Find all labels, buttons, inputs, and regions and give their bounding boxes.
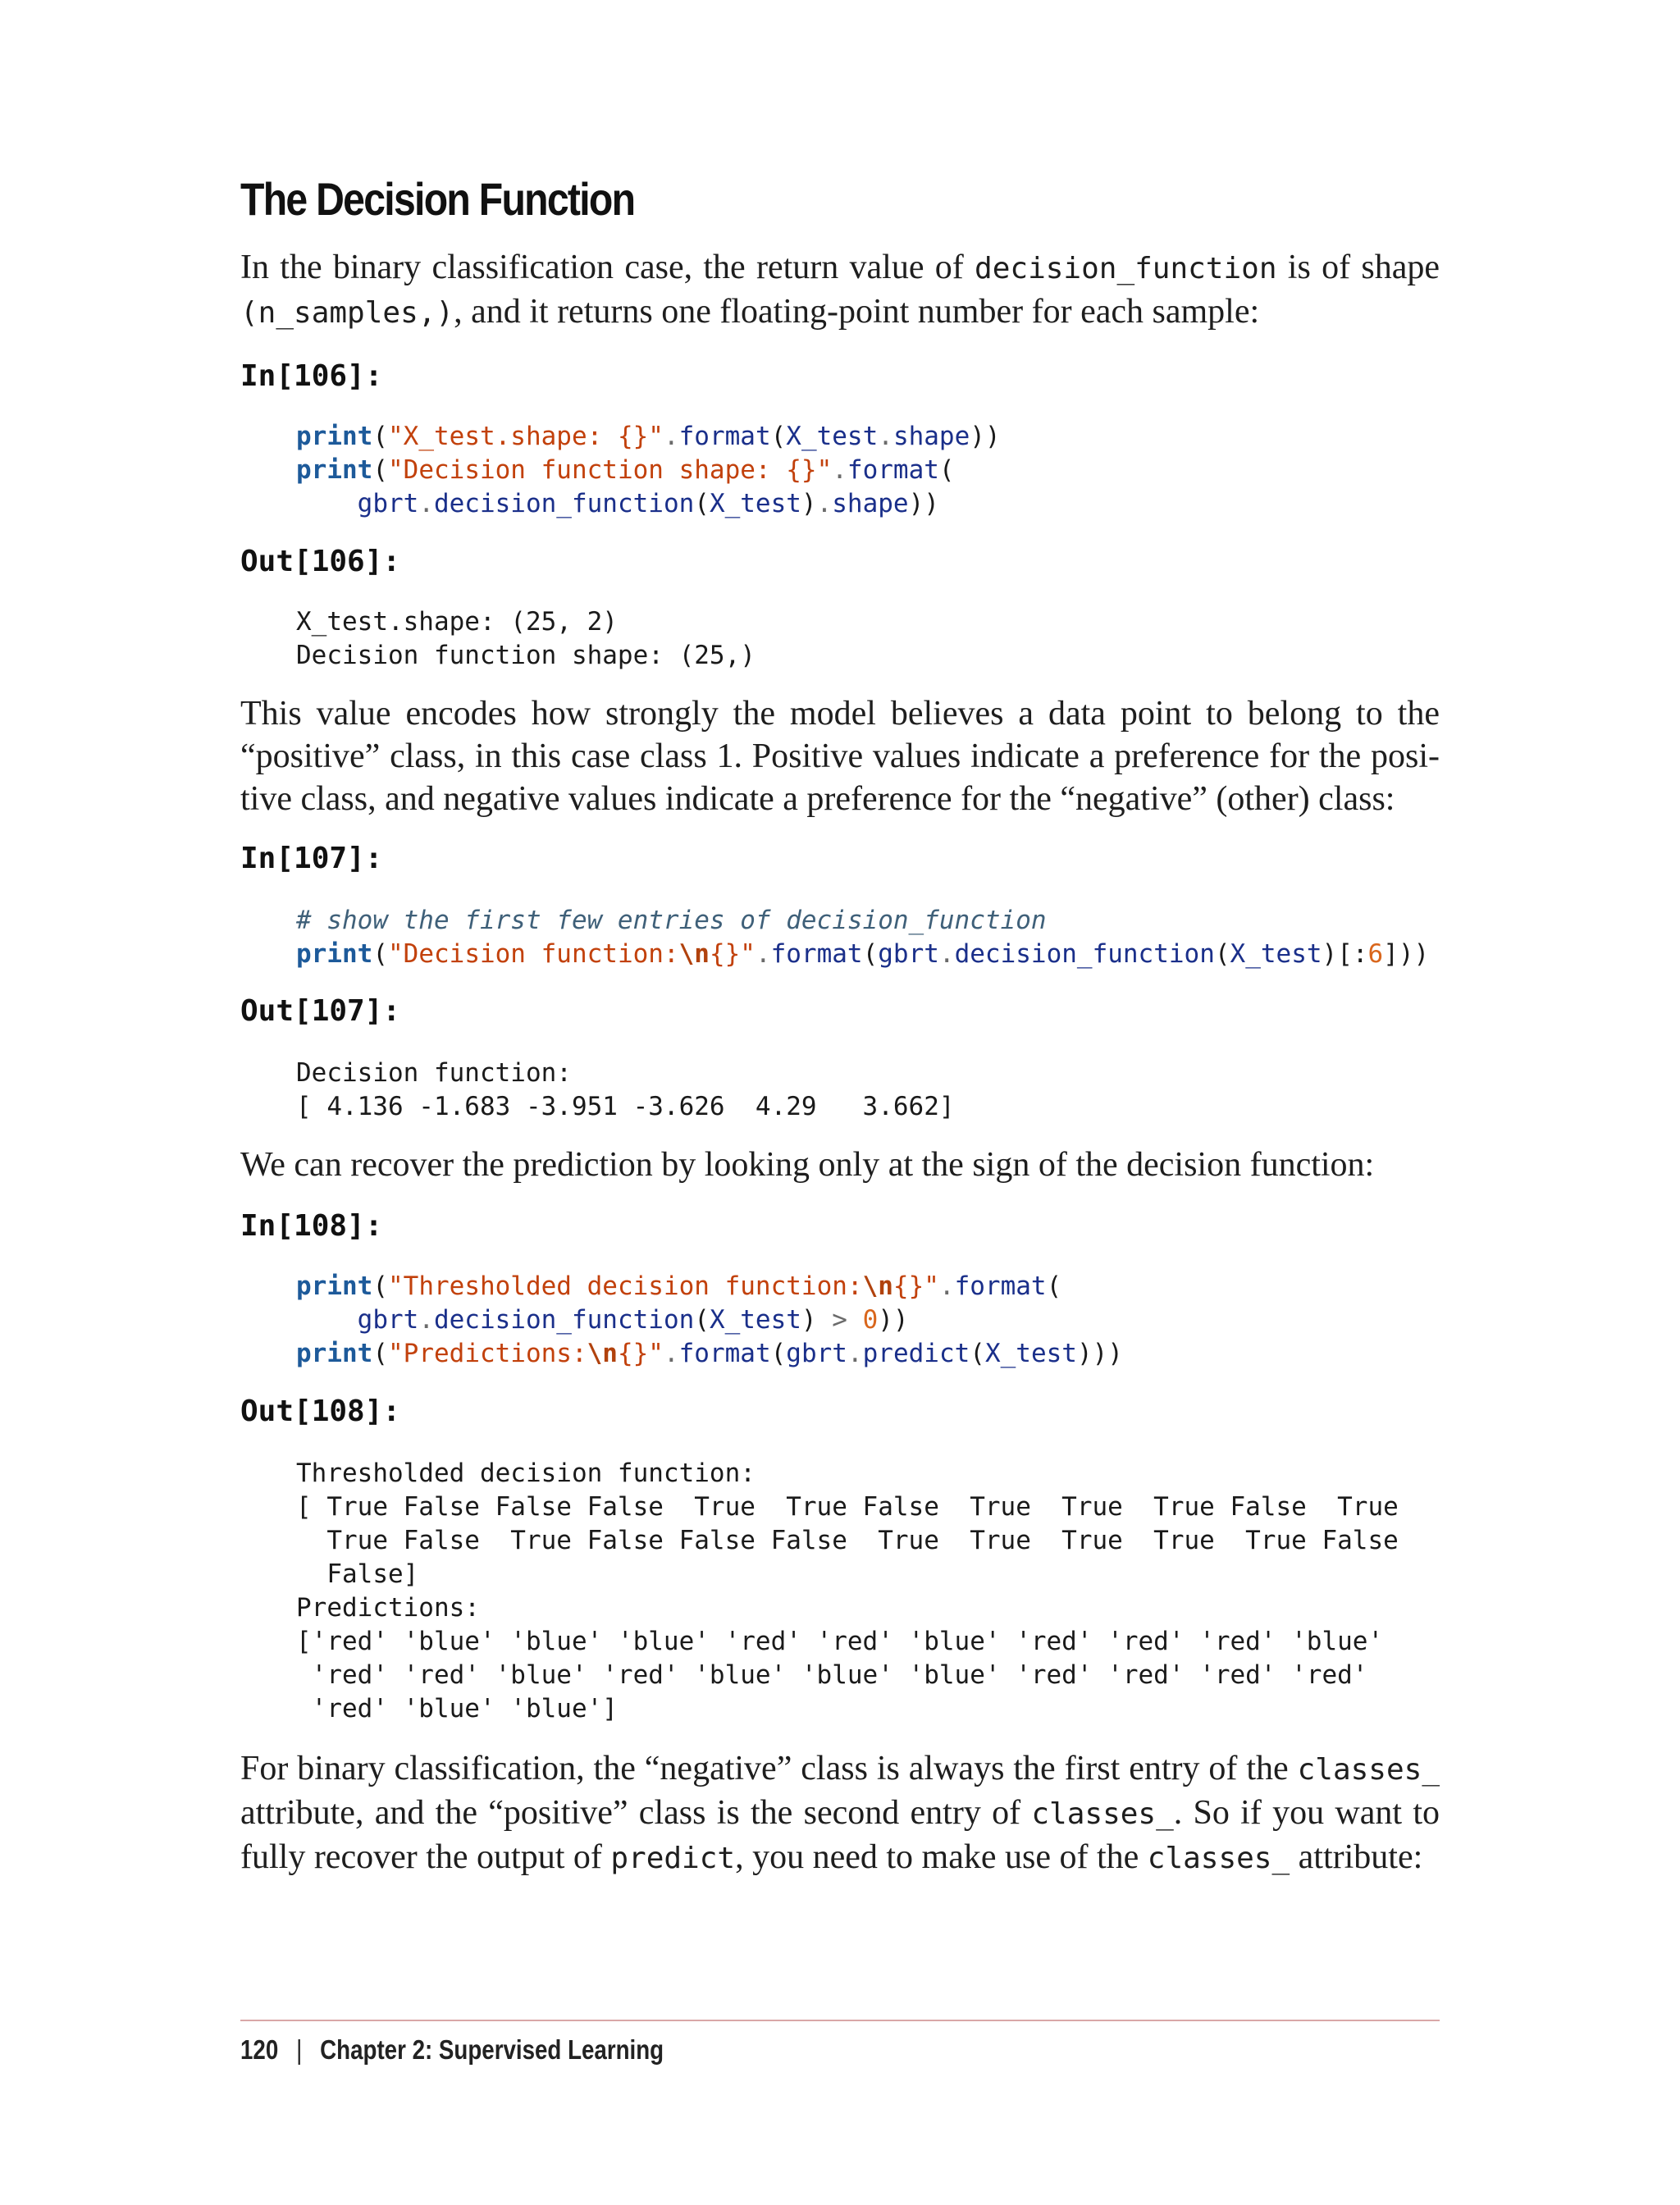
text-run: fully recover the output of bbox=[240, 1838, 611, 1876]
output-block-out108 bbox=[296, 1457, 1399, 1726]
output-prompt: Out[107]: bbox=[240, 994, 401, 1028]
code-token: print bbox=[296, 455, 373, 485]
code-token: . bbox=[816, 489, 833, 518]
inline-code: classes_ bbox=[1031, 1797, 1174, 1831]
paragraph-line: tive class, and negative values indicate a preference for the “negative” (other) class: bbox=[240, 780, 1395, 818]
text-run: For binary classification, the “negative” class is always the first entry of the bbox=[240, 1750, 1298, 1787]
output-line: X_test.shape: (25, 2) bbox=[296, 607, 618, 637]
footer-divider bbox=[240, 2020, 1440, 2021]
code-token: decision_function bbox=[433, 489, 695, 518]
code-token: . bbox=[878, 422, 893, 451]
text-run: , and it returns one floating-point number for each sample: bbox=[454, 293, 1260, 331]
code-token: )[: bbox=[1322, 939, 1368, 969]
code-token: ( bbox=[770, 422, 787, 451]
input-prompt: In[108]: bbox=[240, 1209, 383, 1243]
input-prompt: In[107]: bbox=[240, 842, 383, 875]
code-token: \n bbox=[862, 1271, 893, 1301]
code-token: print bbox=[296, 1271, 373, 1301]
page-footer bbox=[240, 2034, 664, 2066]
code-token: \n bbox=[587, 1339, 618, 1368]
code-line bbox=[296, 1303, 1123, 1337]
section-title: The Decision Function bbox=[240, 173, 635, 225]
text-run: attribute: bbox=[1290, 1838, 1423, 1876]
code-token bbox=[296, 489, 358, 518]
output-line: ['red' 'blue' 'blue' 'blue' 'red' 'red' 'blue' 'red' 'red' 'red' 'blue' bbox=[296, 1627, 1384, 1656]
code-token: . bbox=[938, 939, 955, 969]
code-token: ))) bbox=[1076, 1339, 1123, 1368]
footer-separator: | bbox=[296, 2034, 303, 2065]
code-line bbox=[296, 904, 1429, 938]
code-token: X_test bbox=[984, 1339, 1077, 1368]
code-token: . bbox=[832, 455, 847, 485]
code-token: "Decision function: bbox=[388, 939, 679, 969]
code-token: . bbox=[418, 1305, 434, 1335]
code-token: )) bbox=[908, 489, 939, 518]
output-line: True False True False False False True True True True True False bbox=[296, 1526, 1399, 1555]
code-token: ) bbox=[801, 1305, 833, 1335]
code-token: 6 bbox=[1367, 939, 1384, 969]
code-token: . bbox=[847, 1339, 863, 1368]
code-token: X_test bbox=[709, 1305, 801, 1335]
code-token: ( bbox=[938, 455, 955, 485]
paragraph-line: This value encodes how strongly the model believes a data point to belong to the bbox=[240, 695, 1440, 733]
code-token: . bbox=[418, 489, 434, 518]
code-token: {}" bbox=[892, 1271, 939, 1301]
code-token: ) bbox=[801, 489, 817, 518]
paragraph-line bbox=[240, 246, 1440, 290]
code-token: "Decision function shape: {}" bbox=[388, 455, 833, 485]
code-token bbox=[296, 1305, 358, 1335]
paragraph-line: We can recover the prediction by looking only at the sign of the decision function: bbox=[240, 1146, 1375, 1184]
text-run: , you need to make use of the bbox=[735, 1838, 1148, 1876]
page-number: 120 bbox=[240, 2034, 279, 2065]
code-block-in107 bbox=[296, 904, 1429, 971]
inline-code: classes_ bbox=[1297, 1753, 1440, 1787]
explanation-paragraph bbox=[240, 692, 1440, 820]
output-line: Decision function shape: (25,) bbox=[296, 641, 756, 670]
text-run: is of shape bbox=[1276, 249, 1440, 286]
code-token: "X_test.shape: {}" bbox=[388, 422, 664, 451]
code-line bbox=[296, 420, 1001, 454]
inline-code: decision_function bbox=[975, 252, 1277, 285]
output-block-out106 bbox=[296, 605, 756, 673]
code-block-in106 bbox=[296, 420, 1001, 521]
code-token: {}" bbox=[617, 1339, 664, 1368]
code-token: > bbox=[832, 1305, 847, 1335]
code-token: "Predictions: bbox=[388, 1339, 587, 1368]
code-token: . bbox=[663, 1339, 679, 1368]
text-run: attribute, and the “positive” class is the second entry of bbox=[240, 1794, 1032, 1832]
code-token: ( bbox=[1214, 939, 1230, 969]
code-token: )) bbox=[878, 1305, 909, 1335]
code-token: 0 bbox=[862, 1305, 879, 1335]
code-token: format bbox=[770, 939, 863, 969]
code-token: "Thresholded decision function: bbox=[388, 1271, 863, 1301]
text-run: In the binary classification case, the return value of bbox=[240, 249, 975, 286]
code-token: ( bbox=[372, 1339, 388, 1368]
code-token bbox=[847, 1305, 863, 1335]
code-token: ( bbox=[372, 1271, 388, 1301]
code-token: ( bbox=[694, 1305, 710, 1335]
code-token: format bbox=[847, 455, 939, 485]
inline-code: (n_samples,) bbox=[240, 296, 454, 330]
code-token: decision_function bbox=[433, 1305, 695, 1335]
output-prompt: Out[108]: bbox=[240, 1395, 401, 1428]
code-token: gbrt bbox=[878, 939, 939, 969]
text-run: . So if you want to bbox=[1173, 1794, 1440, 1832]
inline-code: predict bbox=[610, 1842, 736, 1875]
paragraph-line bbox=[240, 1747, 1440, 1792]
code-token: ( bbox=[694, 489, 710, 518]
code-token: ( bbox=[372, 939, 388, 969]
code-token: )) bbox=[970, 422, 1001, 451]
paragraph-line bbox=[240, 1792, 1440, 1836]
output-block-out107 bbox=[296, 1057, 955, 1124]
code-token: . bbox=[938, 1271, 955, 1301]
output-line: 'red' 'blue' 'blue'] bbox=[296, 1694, 618, 1723]
chapter-title: Chapter 2: Supervised Learning bbox=[320, 2034, 664, 2065]
code-token: ])) bbox=[1383, 939, 1430, 969]
code-line bbox=[296, 1337, 1123, 1371]
code-token: decision_function bbox=[954, 939, 1215, 969]
output-line: 'red' 'red' 'blue' 'red' 'blue' 'blue' 'blue' 'red' 'red' 'red' 'red' bbox=[296, 1660, 1368, 1690]
inline-code: classes_ bbox=[1147, 1842, 1290, 1875]
recover-paragraph bbox=[240, 1144, 1440, 1186]
code-token: . bbox=[663, 422, 679, 451]
code-token: print bbox=[296, 939, 373, 969]
paragraph-line: “positive” class, in this case class 1. Positive values indicate a preference for the posi- bbox=[240, 737, 1440, 775]
code-token: print bbox=[296, 422, 373, 451]
code-line bbox=[296, 938, 1429, 971]
code-token: shape bbox=[832, 489, 909, 518]
output-line: Predictions: bbox=[296, 1593, 480, 1623]
code-token: ( bbox=[970, 1339, 985, 1368]
code-token: . bbox=[755, 939, 771, 969]
output-line: False] bbox=[296, 1559, 419, 1589]
code-token: predict bbox=[862, 1339, 970, 1368]
output-line: [ True False False False True True False True True True False True bbox=[296, 1492, 1399, 1522]
code-token: format bbox=[678, 422, 771, 451]
code-token: ( bbox=[372, 455, 388, 485]
code-token: ( bbox=[372, 422, 388, 451]
output-prompt: Out[106]: bbox=[240, 545, 401, 578]
code-token: gbrt bbox=[786, 1339, 847, 1368]
output-line: Decision function: bbox=[296, 1058, 572, 1088]
code-token: gbrt bbox=[357, 1305, 419, 1335]
code-line bbox=[296, 454, 1001, 487]
classes-paragraph bbox=[240, 1747, 1440, 1880]
code-line bbox=[296, 1270, 1123, 1303]
intro-paragraph bbox=[240, 246, 1440, 335]
code-token: ( bbox=[862, 939, 879, 969]
code-token: ( bbox=[1046, 1271, 1062, 1301]
code-token: gbrt bbox=[357, 489, 419, 518]
code-token: X_test bbox=[786, 422, 879, 451]
code-token: X_test bbox=[709, 489, 801, 518]
code-line bbox=[296, 487, 1001, 521]
code-token: shape bbox=[892, 422, 970, 451]
paragraph-line bbox=[240, 290, 1440, 335]
code-token: format bbox=[678, 1339, 771, 1368]
code-block-in108 bbox=[296, 1270, 1123, 1371]
code-token: # show the first few entries of decision_function bbox=[296, 906, 1047, 935]
code-token: {}" bbox=[709, 939, 756, 969]
output-line: [ 4.136 -1.683 -3.951 -3.626 4.29 3.662] bbox=[296, 1092, 955, 1121]
code-token: ( bbox=[770, 1339, 787, 1368]
output-line: Thresholded decision function: bbox=[296, 1459, 756, 1488]
code-token: X_test bbox=[1230, 939, 1322, 969]
input-prompt: In[106]: bbox=[240, 359, 383, 393]
paragraph-line bbox=[240, 1836, 1440, 1880]
code-token: print bbox=[296, 1339, 373, 1368]
code-token: format bbox=[954, 1271, 1047, 1301]
code-token: \n bbox=[678, 939, 710, 969]
